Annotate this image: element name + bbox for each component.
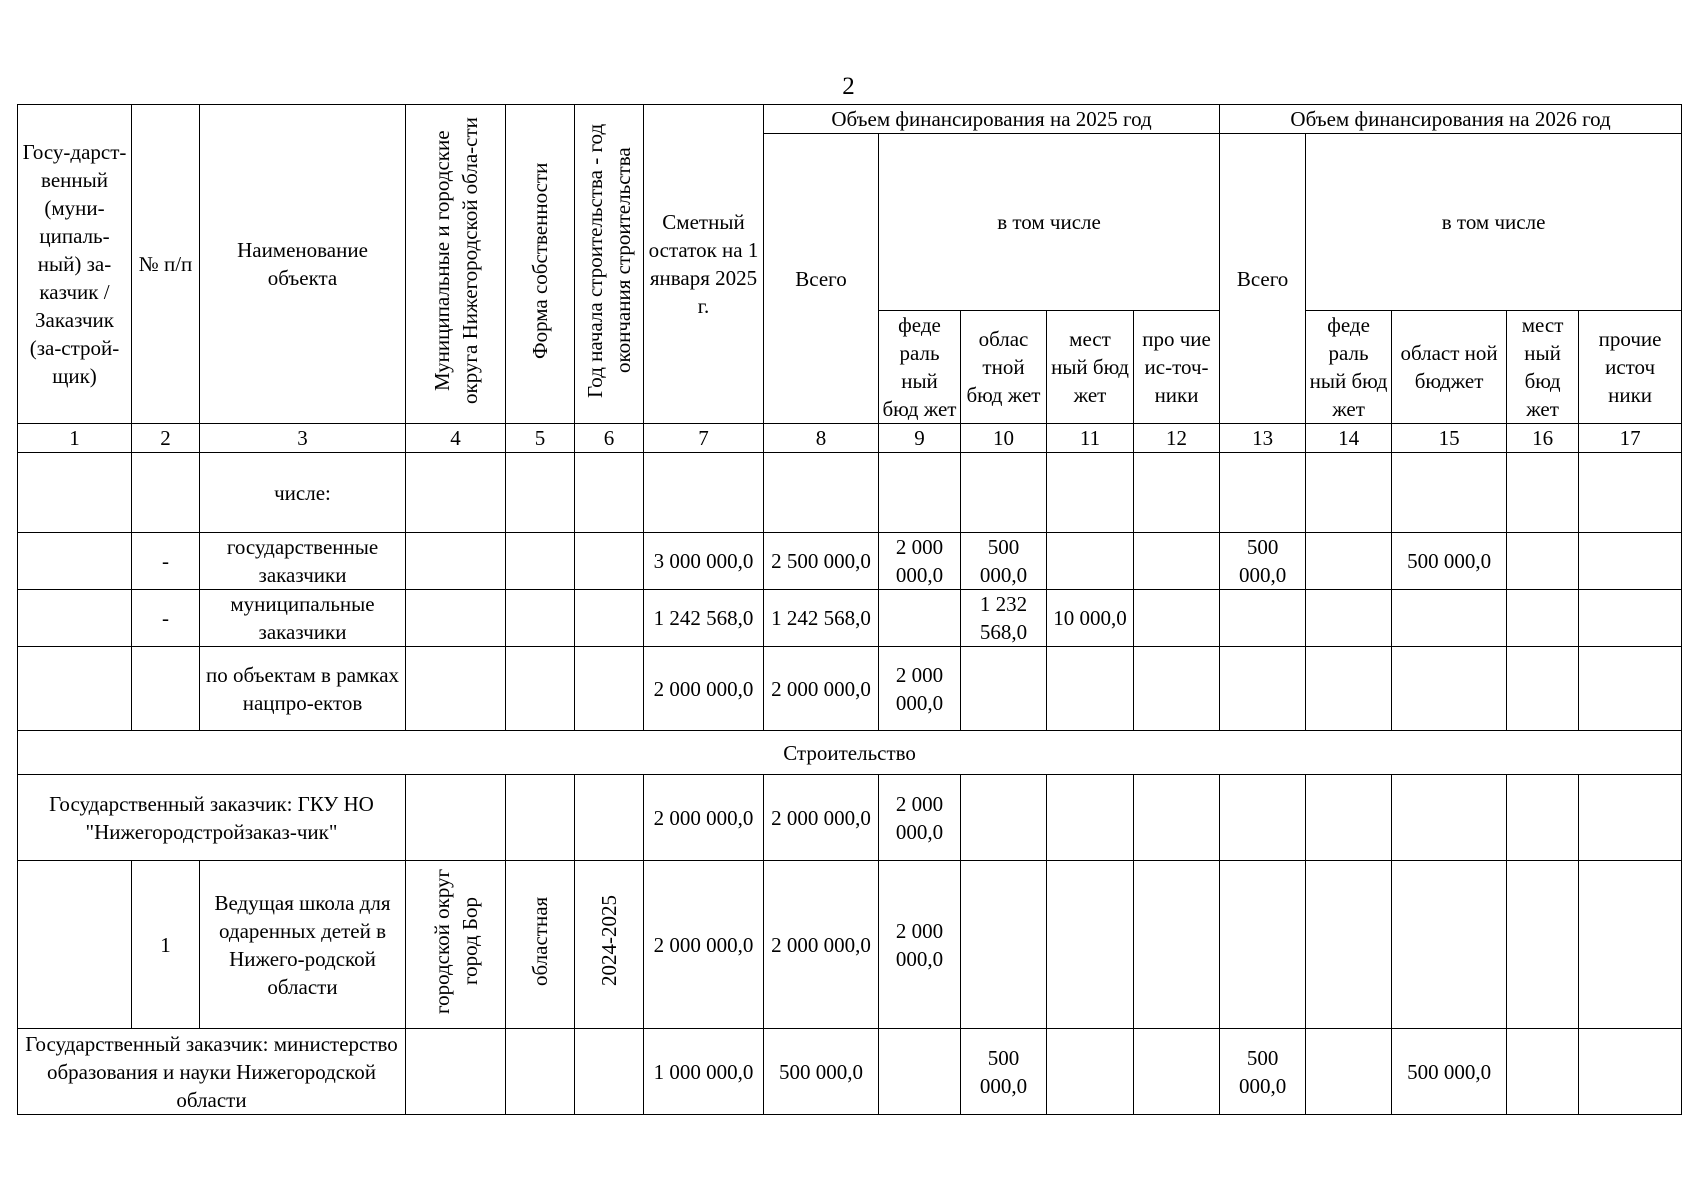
header-total-2025: Всего (764, 134, 879, 424)
header-federal-2025: феде раль ный бюд жет (879, 311, 961, 424)
row-years-text: 2024-2025 (597, 895, 621, 987)
column-number: 14 (1306, 424, 1392, 453)
header-including-2025: в том числе (879, 134, 1220, 311)
column-number: 15 (1392, 424, 1507, 453)
cell-c7: 1 242 568,0 (644, 590, 764, 647)
column-number: 6 (575, 424, 644, 453)
header-regional-2025: облас тной бюд жет (961, 311, 1047, 424)
column-number: 5 (506, 424, 575, 453)
row-name: Ведущая школа для одаренных детей в Нижего-родской области (200, 861, 406, 1029)
header-federal-2026: феде раль ный бюд жет (1306, 311, 1392, 424)
header-customer: Госу-дарст-венный (муни-ципаль-ный) за-казчик / Заказчик (за-строй-щик) (18, 105, 132, 424)
table-row (18, 647, 1682, 731)
row-name: по объектам в рамках нацпро-ектов (200, 647, 406, 731)
column-number: 10 (961, 424, 1047, 453)
cell-c8: 2 000 000,0 (764, 647, 879, 731)
row-name: государственные заказчики (200, 533, 406, 590)
column-number: 17 (1579, 424, 1682, 453)
cell-c8: 2 000 000,0 (764, 861, 879, 1029)
cell-c9: 2 000 000,0 (879, 861, 961, 1029)
table-row (18, 861, 1682, 1029)
row-name: числе: (200, 453, 406, 533)
header-object-name: Наименование объекта (200, 105, 406, 424)
row-number: 1 (132, 861, 200, 1029)
header-fin-2025: Объем финансирования на 2025 год (764, 105, 1220, 134)
header-other-2026: прочие источ ники (1579, 311, 1682, 424)
column-number: 9 (879, 424, 961, 453)
cell-c7: 2 000 000,0 (644, 861, 764, 1029)
row-years (575, 861, 644, 1029)
cell-c9: 2 000 000,0 (879, 647, 961, 731)
column-number: 3 (200, 424, 406, 453)
header-local-2026: мест ный бюд жет (1507, 311, 1579, 424)
cell-c15: 500 000,0 (1392, 533, 1507, 590)
column-number: 11 (1047, 424, 1134, 453)
cell-c9: 2 000 000,0 (879, 775, 961, 861)
table-row (18, 590, 1682, 647)
cell-c15: 500 000,0 (1392, 1029, 1507, 1115)
cell-c10: 1 232 568,0 (961, 590, 1047, 647)
cell-c13: 500 000,0 (1220, 533, 1306, 590)
cell-c8: 1 242 568,0 (764, 590, 879, 647)
row-customer: Государственный заказчик: ГКУ НО "Нижегородстройзаказ-чик" (18, 775, 406, 861)
header-years-text: Год начала строительства - год окончания строительства (583, 123, 635, 398)
column-number: 1 (18, 424, 132, 453)
cell-c9: 2 000 000,0 (879, 533, 961, 590)
header-regional-2026: област ной бюджет (1392, 311, 1507, 424)
header-local-2025: мест ный бюд жет (1047, 311, 1134, 424)
row-ownership (506, 861, 575, 1029)
page-number: 2 (842, 73, 855, 100)
cell-c13: 500 000,0 (1220, 1029, 1306, 1115)
table-row (18, 1029, 1682, 1115)
row-number: - (132, 590, 200, 647)
header-municipality-text: Муниципальные и городские округа Нижегородской обла-сти (429, 117, 482, 404)
row-customer: Государственный заказчик: министерство образования и науки Нижегородской области (18, 1029, 406, 1115)
header-years (575, 105, 644, 424)
header-municipality (406, 105, 506, 424)
column-number: 13 (1220, 424, 1306, 453)
header-total-2026: Всего (1220, 134, 1306, 424)
cell-c10: 500 000,0 (961, 533, 1047, 590)
cell-c8: 500 000,0 (764, 1029, 879, 1115)
header-ownership (506, 105, 575, 424)
row-number: - (132, 533, 200, 590)
column-number: 7 (644, 424, 764, 453)
column-number: 2 (132, 424, 200, 453)
cell-c10: 500 000,0 (961, 1029, 1047, 1115)
header-including-2026: в том числе (1306, 134, 1682, 311)
column-number-row (18, 424, 1682, 453)
column-number: 8 (764, 424, 879, 453)
row-municipality (406, 861, 506, 1029)
header-ownership-text: Форма собственности (528, 162, 552, 359)
table-row (18, 533, 1682, 590)
table-row (18, 453, 1682, 533)
column-number: 4 (406, 424, 506, 453)
column-number: 16 (1507, 424, 1579, 453)
cell-c8: 2 500 000,0 (764, 533, 879, 590)
cell-c7: 2 000 000,0 (644, 775, 764, 861)
cell-c7: 1 000 000,0 (644, 1029, 764, 1115)
cell-c7: 2 000 000,0 (644, 647, 764, 731)
table-row (18, 775, 1682, 861)
header-number: № п/п (132, 105, 200, 424)
header-remainder: Сметный остаток на 1 января 2025 г. (644, 105, 764, 424)
cell-c7: 3 000 000,0 (644, 533, 764, 590)
section-row (18, 731, 1682, 775)
row-ownership-text: областная (528, 896, 552, 986)
cell-c11: 10 000,0 (1047, 590, 1134, 647)
header-fin-2026: Объем финансирования на 2026 год (1220, 105, 1682, 134)
row-municipality-text: городской округ город Бор (429, 868, 482, 1014)
financing-table (17, 104, 1682, 1115)
row-name: муниципальные заказчики (200, 590, 406, 647)
cell-c8: 2 000 000,0 (764, 775, 879, 861)
column-number: 12 (1134, 424, 1220, 453)
section-title: Строительство (18, 731, 1682, 775)
header-other-2025: про чие ис-точ-ники (1134, 311, 1220, 424)
